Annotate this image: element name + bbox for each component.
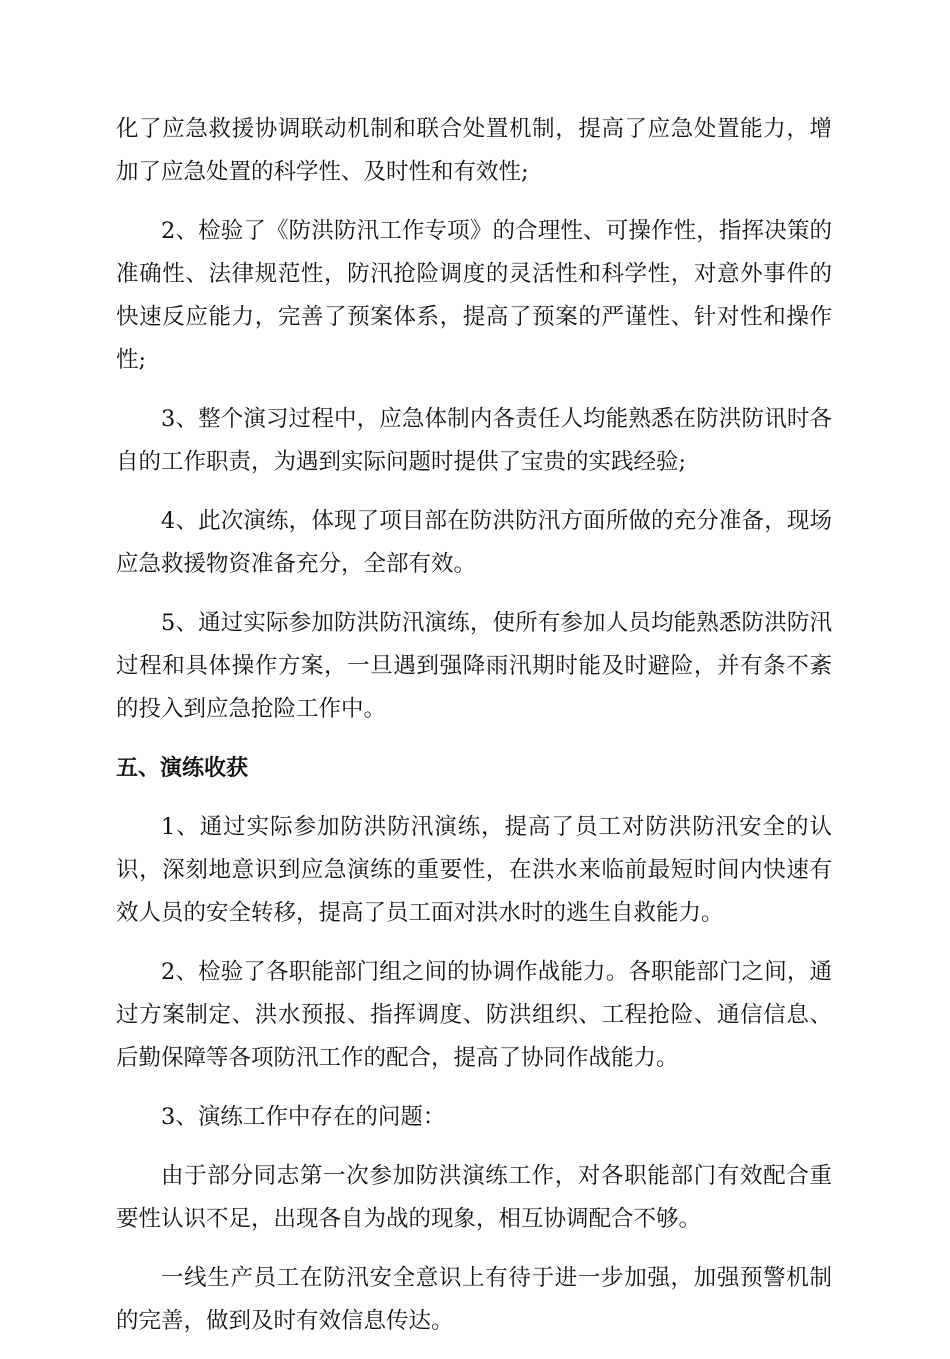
paragraph-item-5: 5、通过实际参加防洪防汛演练，使所有参加人员均能熟悉防洪防汛过程和具体操作方案，一旦遇到强降雨汛期时能及时避险，并有条不紊的投入到应急抢险工作中。 bbox=[116, 610, 832, 722]
paragraph-item-2: 2、检验了《防洪防汛工作专项》的合理性、可操作性，指挥决策的准确性、法律规范性，防汛抢险调度的灵活性和科学性，对意外事件的快速反应能力，完善了预案体系，提高了预案的严谨性、针对性和操作性; bbox=[116, 218, 832, 373]
paragraph-item-4: 4、此次演练，体现了项目部在防洪防汛方面所做的充分准备，现场应急救援物资准备充分，全部有效。 bbox=[116, 508, 832, 577]
paragraph-item-3: 3、整个演习过程中，应急体制内各责任人均能熟悉在防洪防讯时各自的工作职责，为遇到实际问题时提供了宝贵的实践经验; bbox=[116, 406, 832, 475]
problem-paragraph-2: 一线生产员工在防汛安全意识上有待于进一步加强，加强预警机制的完善，做到及时有效信息传达。 bbox=[116, 1265, 832, 1334]
document-body bbox=[116, 108, 832, 1359]
harvest-item-2: 2、检验了各职能部门组之间的协调作战能力。各职能部门之间，通过方案制定、洪水预报、指挥调度、防洪组织、工程抢险、通信信息、后勤保障等各项防汛工作的配合，提高了协同作战能力。 bbox=[116, 959, 832, 1071]
problem-paragraph-1: 由于部分同志第一次参加防洪演练工作，对各职能部门有效配合重要性认识不足，出现各自为战的现象，相互协调配合不够。 bbox=[116, 1163, 832, 1232]
paragraph-continuation: 化了应急救援协调联动机制和联合处置机制，提高了应急处置能力，增加了应急处置的科学性、及时性和有效性; bbox=[116, 116, 832, 185]
harvest-item-3: 3、演练工作中存在的问题： bbox=[161, 1104, 446, 1130]
harvest-item-1: 1、通过实际参加防洪防汛演练，提高了员工对防洪防汛安全的认识，深刻地意识到应急演练的重要性，在洪水来临前最短时间内快速有效人员的安全转移，提高了员工面对洪水时的逃生自救能力。 bbox=[116, 814, 832, 926]
section-heading: 五、演练收获 bbox=[116, 756, 249, 781]
